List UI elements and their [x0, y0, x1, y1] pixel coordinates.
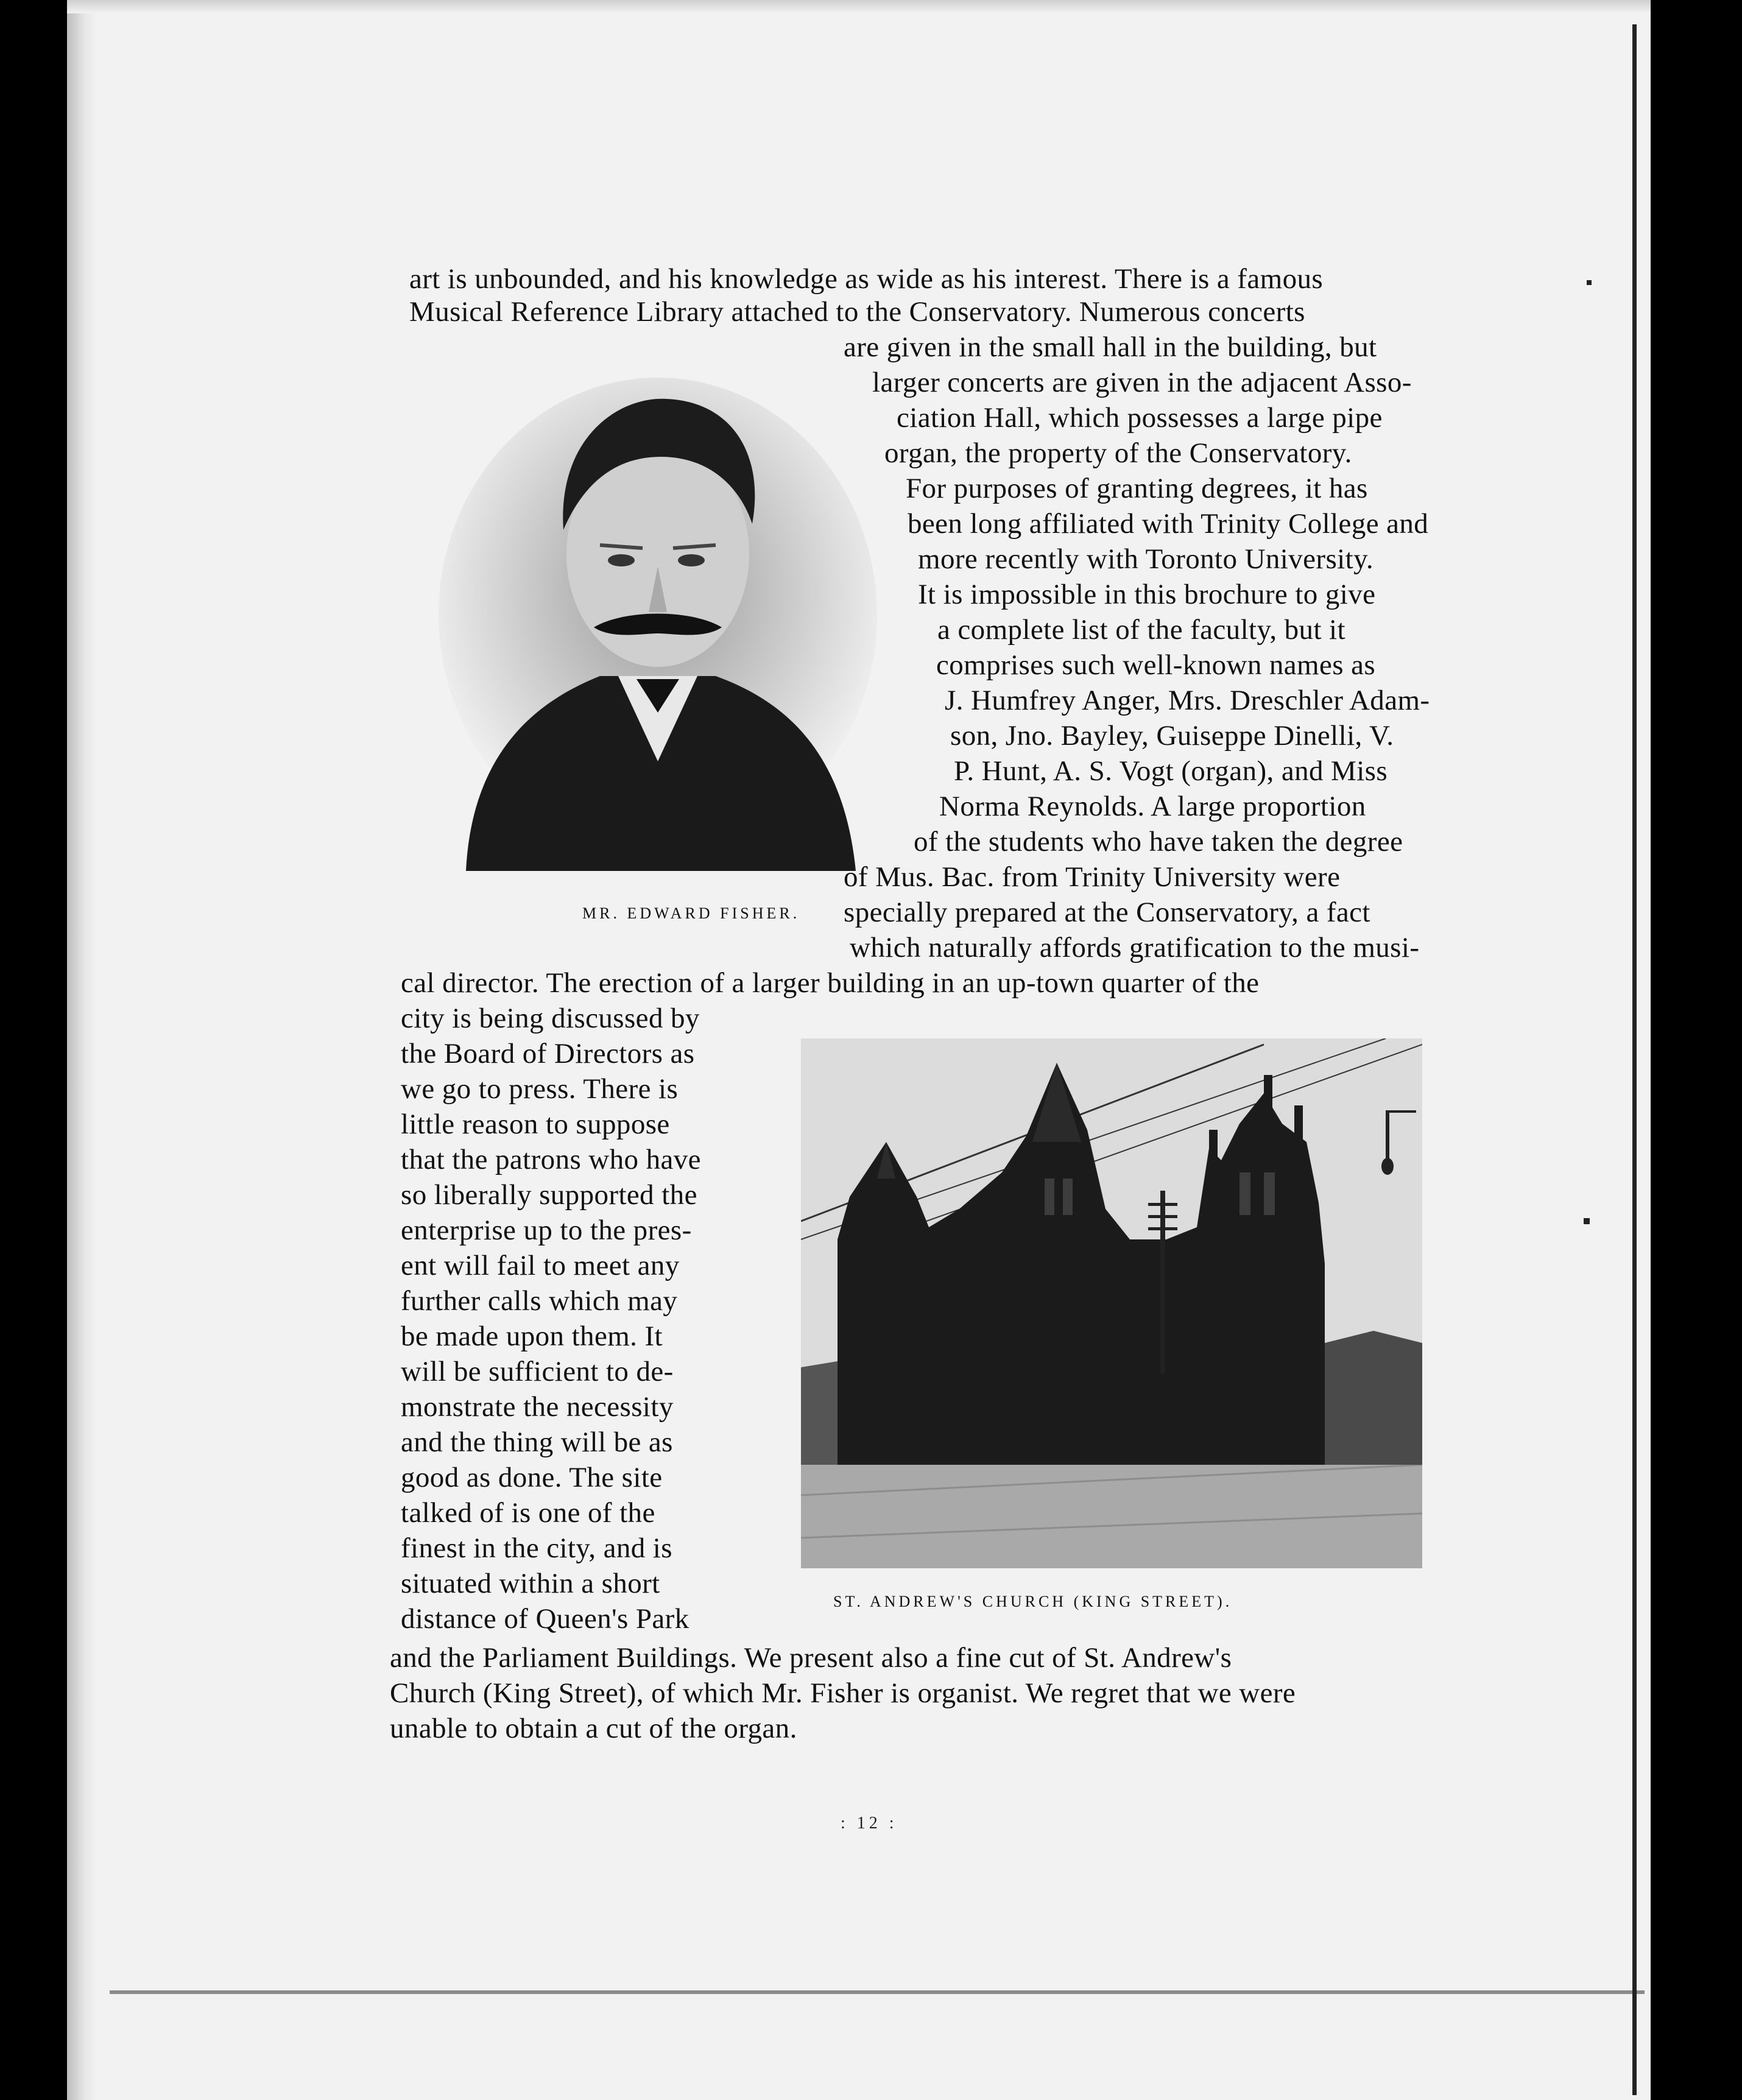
- book-page: [67, 0, 1651, 2100]
- text-line: comprises such well-known names as: [936, 649, 1376, 681]
- text-line: Norma Reynolds. A large proportion: [939, 791, 1366, 822]
- text-line: a complete list of the faculty, but it: [937, 614, 1345, 646]
- text-line: Church (King Street), of which Mr. Fisher is organist. We regret that we were: [390, 1677, 1296, 1709]
- text-line: Musical Reference Library attached to the Conservatory. Numerous concerts: [409, 296, 1305, 328]
- text-line: that the patrons who have: [401, 1144, 701, 1175]
- text-line: J. Humfrey Anger, Mrs. Dreschler Adam-: [945, 685, 1430, 716]
- text-line: son, Jno. Bayley, Guiseppe Dinelli, V.: [950, 720, 1394, 752]
- text-line: It is impossible in this brochure to give: [918, 579, 1376, 610]
- text-line: so liberally supported the: [401, 1179, 697, 1211]
- speck: [1587, 280, 1592, 285]
- text-line: be made upon them. It: [401, 1320, 663, 1352]
- text-line: organ, the property of the Conservatory.: [884, 437, 1352, 469]
- text-line: art is unbounded, and his knowledge as wide as his interest. There is a famous: [409, 263, 1324, 295]
- text-line: the Board of Directors as: [401, 1038, 695, 1069]
- text-line: little reason to suppose: [401, 1108, 670, 1140]
- text-line: of Mus. Bac. from Trinity University were: [844, 861, 1341, 893]
- page-top-shadow: [67, 0, 1651, 13]
- text-line: are given in the small hall in the building, but: [844, 331, 1377, 363]
- speck: [1584, 1218, 1590, 1224]
- church-photo-st-andrews: [801, 1038, 1422, 1568]
- text-line: monstrate the necessity: [401, 1391, 674, 1423]
- text-line: distance of Queen's Park: [401, 1603, 689, 1635]
- text-line: specially prepared at the Conservatory, a fact: [844, 897, 1370, 928]
- text-line: P. Hunt, A. S. Vogt (organ), and Miss: [954, 755, 1388, 787]
- page-bottom-edge: [110, 1990, 1645, 1994]
- facing-page-edge: [1632, 24, 1637, 2095]
- text-line: good as done. The site: [401, 1462, 663, 1493]
- text-line: more recently with Toronto University.: [918, 543, 1374, 575]
- portrait-photo-edward-fisher: [417, 372, 898, 871]
- text-line: ent will fail to meet any: [401, 1250, 680, 1281]
- text-line: situated within a short: [401, 1568, 660, 1599]
- text-line: ciation Hall, which possesses a large pipe: [897, 402, 1383, 434]
- text-line: enterprise up to the pres-: [401, 1214, 692, 1246]
- text-line: and the Parliament Buildings. We present also a fine cut of St. Andrew's: [390, 1642, 1232, 1674]
- text-line: city is being discussed by: [401, 1002, 700, 1034]
- text-line: larger concerts are given in the adjacent Asso-: [872, 367, 1412, 398]
- text-line: been long affiliated with Trinity College and: [908, 508, 1429, 540]
- text-line: finest in the city, and is: [401, 1532, 672, 1564]
- church-caption: ST. ANDREW'S CHURCH (KING STREET).: [833, 1593, 1233, 1610]
- text-line: which naturally affords gratification to the musi-: [850, 932, 1420, 964]
- page-gutter-shadow: [67, 0, 96, 2100]
- text-line: we go to press. There is: [401, 1073, 679, 1105]
- text-line: unable to obtain a cut of the organ.: [390, 1713, 797, 1744]
- text-line: talked of is one of the: [401, 1497, 655, 1529]
- text-line: and the thing will be as: [401, 1426, 673, 1458]
- text-line: further calls which may: [401, 1285, 678, 1317]
- text-line: of the students who have taken the degree: [914, 826, 1403, 858]
- text-line: cal director. The erection of a larger building in an up-town quarter of the: [401, 967, 1260, 999]
- page-number: : 12 :: [841, 1814, 898, 1833]
- text-line: For purposes of granting degrees, it has: [906, 473, 1368, 504]
- text-line: will be sufficient to de-: [401, 1356, 674, 1387]
- portrait-caption: MR. EDWARD FISHER.: [582, 904, 800, 922]
